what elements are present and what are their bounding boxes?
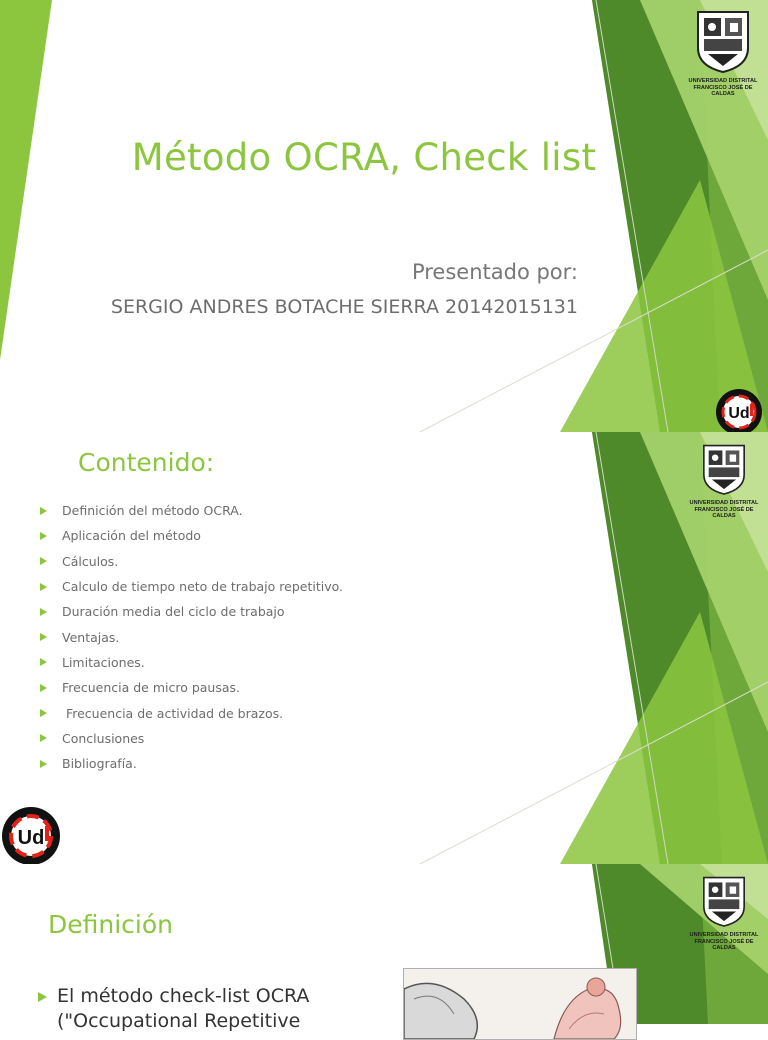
bullet-arrow-icon xyxy=(40,709,47,717)
university-crest-icon xyxy=(692,8,754,74)
bullet-arrow-icon xyxy=(40,760,47,768)
definition-body xyxy=(38,984,368,1034)
bullet-arrow-icon xyxy=(40,557,47,565)
bullet-arrow-icon xyxy=(38,992,47,1002)
list-item: Calculo de tiempo neto de trabajo repetitivo. xyxy=(40,574,343,599)
bullet-arrow-icon xyxy=(40,608,47,616)
udi-ingenieria-industrial-logo-icon xyxy=(0,804,64,864)
slide-decoration xyxy=(0,0,768,432)
list-item: Duración media del ciclo de trabajo xyxy=(40,599,343,624)
arm-muscle-illustration-icon xyxy=(404,969,636,1039)
definition-heading: Definición xyxy=(48,910,173,939)
bullet-arrow-icon xyxy=(40,532,47,540)
university-name-line-1: UNIVERSIDAD DISTRITAL xyxy=(689,500,759,506)
list-item: Aplicación del método xyxy=(40,523,343,548)
university-name-line-2: FRANCISCO JOSÉ DE CALDAS xyxy=(694,506,754,519)
list-item: Frecuencia de actividad de brazos. xyxy=(40,700,343,725)
slide-title-text: Método OCRA, Check list xyxy=(131,136,597,179)
udi-ingenieria-industrial-logo-icon xyxy=(712,388,766,432)
slide-title xyxy=(0,0,768,432)
bullet-arrow-icon xyxy=(40,583,47,591)
list-item: Definición del método OCRA. xyxy=(40,498,343,523)
presenter-name: SERGIO ANDRES BOTACHE SIERRA 20142015131 xyxy=(110,296,578,318)
list-item: Conclusiones xyxy=(40,726,343,751)
university-name-line-2: FRANCISCO JOSÉ DE CALDAS xyxy=(693,84,753,97)
university-logo xyxy=(684,874,764,952)
university-crest-icon xyxy=(699,874,749,928)
definition-line-2: ("Occupational Repetitive xyxy=(57,1010,301,1032)
bullet-arrow-icon xyxy=(40,507,47,515)
university-name-line-1: UNIVERSIDAD DISTRITAL xyxy=(689,932,759,938)
list-item: Limitaciones. xyxy=(40,650,343,675)
presenter-label: Presentado por: xyxy=(411,260,578,284)
list-item: Bibliografía. xyxy=(40,751,343,776)
list-item: Cálculos. xyxy=(40,549,343,574)
contents-heading: Contenido: xyxy=(78,448,215,477)
bullet-arrow-icon xyxy=(40,684,47,692)
arm-illustration-image xyxy=(403,968,637,1040)
university-name-line-1: UNIVERSIDAD DISTRITAL xyxy=(688,78,758,84)
university-crest-icon xyxy=(699,442,749,496)
list-item: Frecuencia de micro pausas. xyxy=(40,675,343,700)
bullet-arrow-icon xyxy=(40,658,47,666)
university-logo xyxy=(684,8,762,98)
definition-line-1: El método check-list OCRA xyxy=(57,985,310,1007)
svg-text:Ud: Ud xyxy=(728,405,750,422)
university-logo xyxy=(684,442,764,520)
list-item: Ventajas. xyxy=(40,624,343,649)
svg-text:Ud: Ud xyxy=(17,827,45,849)
bullet-arrow-icon xyxy=(40,734,47,742)
university-name-line-2: FRANCISCO JOSÉ DE CALDAS xyxy=(694,938,754,951)
contents-list xyxy=(40,498,343,776)
bullet-arrow-icon xyxy=(40,633,47,641)
